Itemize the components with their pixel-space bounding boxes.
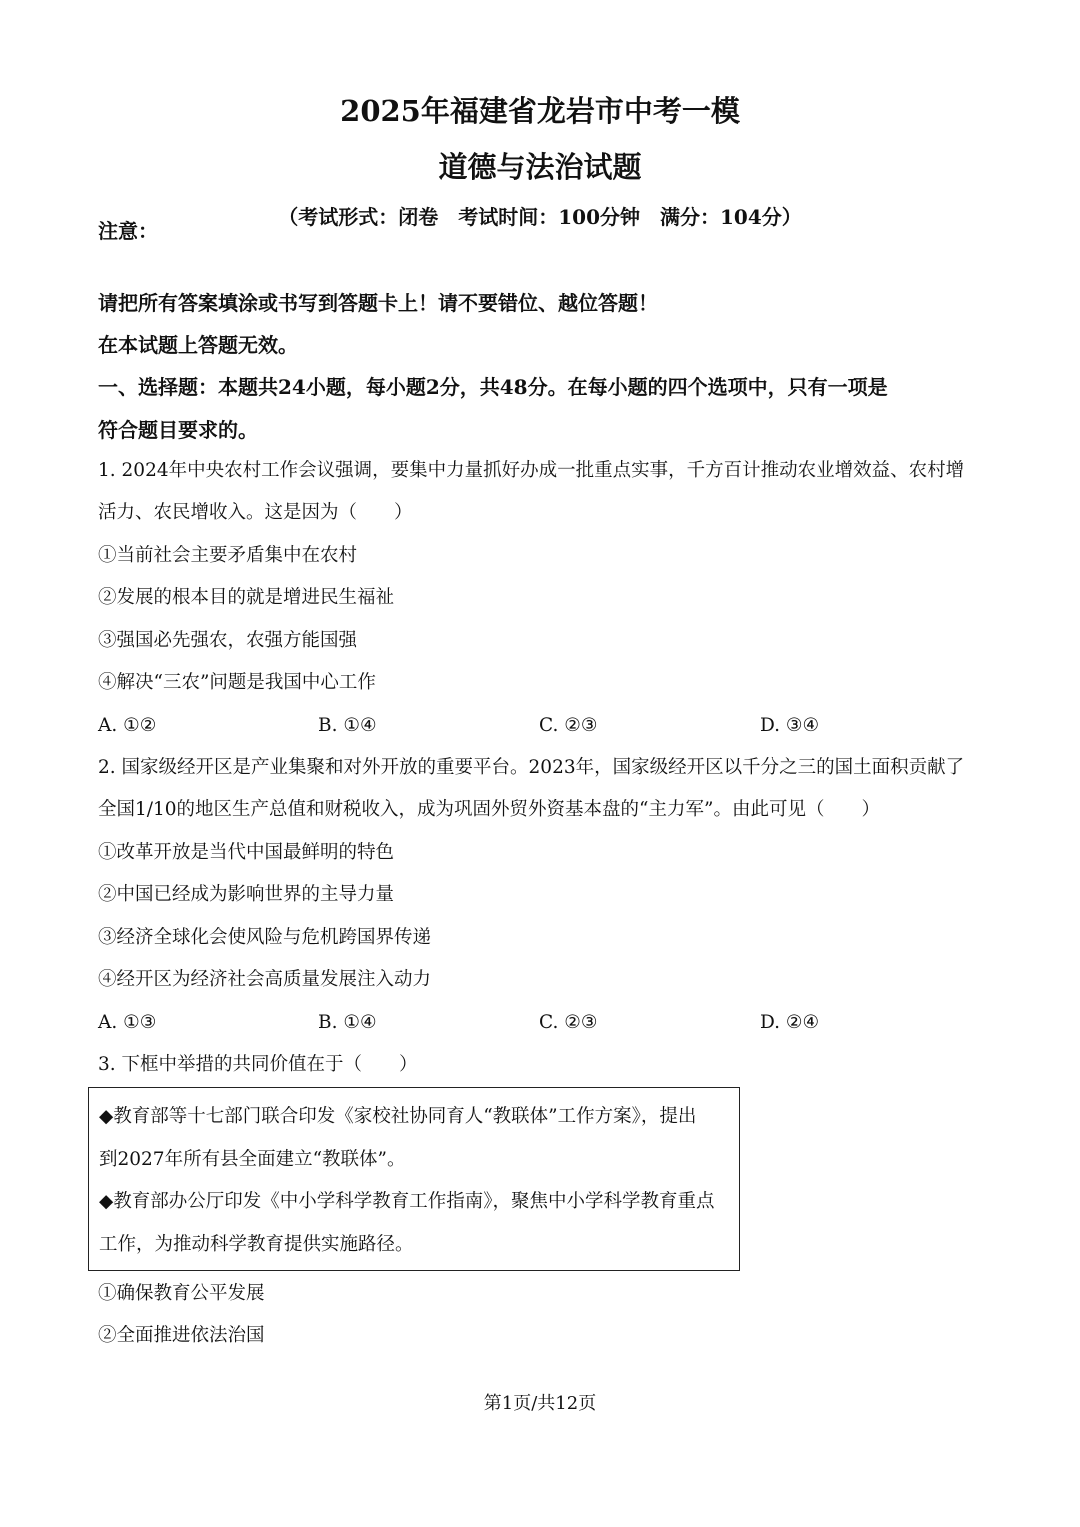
- q3-stem: 3. 下框中举措的共同价值在于（ ）: [98, 1054, 418, 1075]
- q1-choice-c: C. ②③: [539, 715, 598, 736]
- notice-line-2: 在本试题上答题无效。: [98, 333, 298, 357]
- q1-item-1: ①当前社会主要矛盾集中在农村: [98, 545, 358, 566]
- page-title: 2025年福建省龙岩市中考一模: [340, 94, 740, 128]
- q1-choice-d: D. ③④: [760, 715, 820, 736]
- q1-stem-line-1: 1. 2024年中央农村工作会议强调，要集中力量抓好办成一批重点实事，千方百计推动农业增效益、农村增: [98, 460, 965, 481]
- q2-choice-c: C. ②③: [539, 1012, 598, 1033]
- section-heading-line-2: 符合题目要求的。: [98, 418, 258, 442]
- notice-label: 注意：: [98, 219, 158, 243]
- q2-choice-d: D. ②④: [760, 1012, 820, 1033]
- q3-box-line-4: 工作，为推动科学教育提供实施路径。: [99, 1234, 414, 1255]
- q3-item-1: ①确保教育公平发展: [98, 1283, 265, 1304]
- q2-stem-line-2: 全国1/10的地区生产总值和财税收入，成为巩固外贸外资基本盘的“主力军”。由此可见（ ）: [98, 799, 880, 820]
- q2-choice-b: B. ①④: [318, 1012, 377, 1033]
- q2-item-2: ②中国已经成为影响世界的主导力量: [98, 884, 395, 905]
- q1-item-3: ③强国必先强农，农强方能国强: [98, 630, 358, 651]
- q1-item-2: ②发展的根本目的就是增进民生福祉: [98, 587, 395, 608]
- q1-item-4: ④解决“三农”问题是我国中心工作: [98, 672, 376, 693]
- q3-box-line-3: ◆教育部办公厅印发《中小学科学教育工作指南》，聚焦中小学科学教育重点: [99, 1191, 715, 1212]
- q3-box-line-1: ◆教育部等十七部门联合印发《家校社协同育人“教联体”工作方案》，提出: [99, 1106, 697, 1127]
- section-heading-line-1: 一、选择题：本题共24小题，每小题2分，共48分。在每小题的四个选项中，只有一项是: [98, 375, 888, 399]
- q2-item-1: ①改革开放是当代中国最鲜明的特色: [98, 842, 395, 863]
- q1-choice-a: A. ①②: [98, 715, 157, 736]
- page-subtitle: 道德与法治试题: [438, 150, 642, 184]
- q1-stem-line-2: 活力、农民增收入。这是因为（ ）: [98, 502, 413, 523]
- exam-info: （考试形式：闭卷 考试时间：100分钟 满分：104分）: [278, 205, 802, 229]
- page-number: 第1页/共12页: [483, 1393, 597, 1414]
- q2-item-3: ③经济全球化会使风险与危机跨国界传递: [98, 927, 432, 948]
- q2-stem-line-1: 2. 国家级经开区是产业集聚和对外开放的重要平台。2023年，国家级经开区以千分之三的国土面积贡献了: [98, 757, 965, 778]
- q2-choice-a: A. ①③: [98, 1012, 157, 1033]
- q2-item-4: ④经开区为经济社会高质量发展注入动力: [98, 969, 432, 990]
- q1-choice-b: B. ①④: [318, 715, 377, 736]
- notice-line-1: 请把所有答案填涂或书写到答题卡上！请不要错位、越位答题！: [98, 291, 658, 315]
- q3-box-line-2: 到2027年所有县全面建立“教联体”。: [99, 1149, 406, 1170]
- q3-item-2: ②全面推进依法治国: [98, 1325, 265, 1346]
- q3-material-box: [88, 1087, 740, 1271]
